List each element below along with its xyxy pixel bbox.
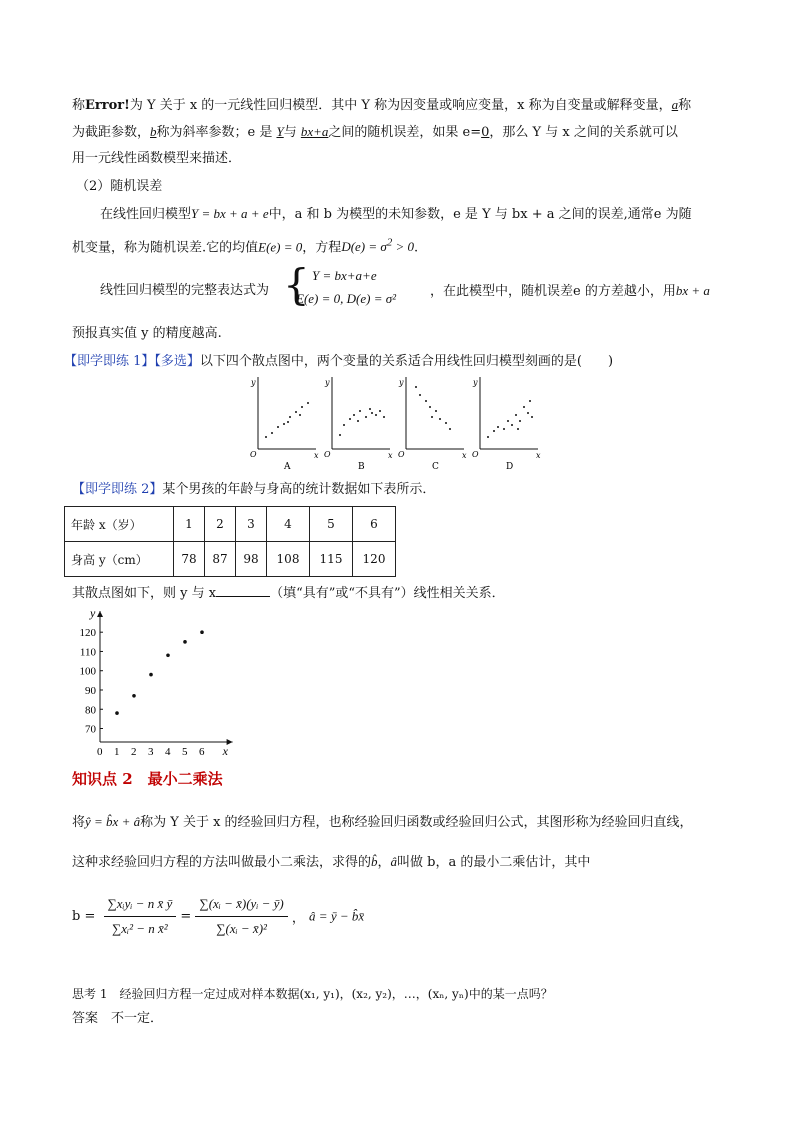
exercise-2-question xyxy=(72,584,505,603)
mini-point xyxy=(511,424,513,426)
text: 为 Y 关于 x 的一元线性回归模型．其中 Y 称为因变量或响应变量，x 称为自变量或解释变量， xyxy=(129,98,672,113)
system-eq-1 xyxy=(312,268,377,284)
mini-point xyxy=(371,412,373,414)
cell: 3 xyxy=(236,507,267,542)
numerator-1: ∑xᵢyᵢ − n x̄ ȳ xyxy=(104,892,177,917)
cell: 4 xyxy=(267,507,310,542)
mini-y-label: y xyxy=(325,378,330,387)
data-point xyxy=(183,640,187,644)
mean-eq: E(e) = 0 xyxy=(258,239,303,255)
mini-point xyxy=(375,414,377,416)
mini-x-label: x xyxy=(536,451,541,460)
error-field: Error! xyxy=(85,98,130,113)
y-tick-label: 120 xyxy=(79,627,96,640)
x-tick-label: 1 xyxy=(114,746,120,757)
text: 称 xyxy=(678,98,692,113)
section-2-title: （2）随机误差 xyxy=(76,179,163,194)
mini-x-label: x xyxy=(314,451,319,460)
think-1 xyxy=(72,985,553,1003)
data-point xyxy=(132,694,136,698)
row-head-height: 身高 y（cm） xyxy=(65,542,174,577)
mini-point xyxy=(359,410,361,412)
text: 这种求经验回归方程的方法叫做最小二乘法，求得的 xyxy=(72,855,372,870)
param-b: b xyxy=(150,124,157,139)
intro-line-1 xyxy=(72,96,691,115)
exercise-tag: 【即学即练 2】 xyxy=(72,482,163,497)
plot-label: B xyxy=(358,462,365,472)
x-tick-label: 6 xyxy=(199,746,205,757)
text: ，在此模型中，随机误差 xyxy=(430,284,574,299)
mini-point xyxy=(383,416,385,418)
plot-label: A xyxy=(284,462,291,472)
text: 机变量，称为随机误差.它的均值 xyxy=(72,240,259,256)
y-tick-label: 80 xyxy=(85,704,96,717)
text: e 为随 xyxy=(653,207,692,222)
mini-point xyxy=(349,418,351,420)
mini-point xyxy=(523,406,525,408)
mini-point xyxy=(357,420,359,422)
exercise-2 xyxy=(72,481,435,499)
mini-y-label: y xyxy=(399,378,404,387)
table-row xyxy=(65,507,396,542)
mini-point xyxy=(379,410,381,412)
text: a 和 b 为模型的未知参数， xyxy=(294,207,454,222)
a-hat-formula: â = ȳ − b̂x̄ xyxy=(309,908,365,924)
height-scatter-chart xyxy=(72,605,252,757)
text: 之间的随机误差，如果 e= xyxy=(328,125,482,140)
mini-point xyxy=(439,418,441,420)
section-title-least-squares: 知识点 2 最小二乘法 xyxy=(72,770,223,788)
y-tick-label: 90 xyxy=(85,684,96,697)
mini-point xyxy=(301,406,303,408)
mini-origin: O xyxy=(472,450,479,459)
denominator-2: ∑(xᵢ − x̄)² xyxy=(216,921,267,936)
think-label: 思考 1 xyxy=(72,987,108,1001)
mini-point xyxy=(307,402,309,404)
fraction-2 xyxy=(195,892,287,941)
b-hat: b̂ xyxy=(371,854,378,869)
y-axis-arrow xyxy=(97,611,103,617)
cell: 98 xyxy=(236,542,267,577)
model-eq: Y = bx + a + e xyxy=(191,206,269,221)
b-label: b = xyxy=(72,909,96,924)
y-tick-label: 110 xyxy=(79,646,96,659)
mini-point xyxy=(529,400,531,402)
cell: 87 xyxy=(205,542,236,577)
answer-1 xyxy=(72,1010,163,1028)
mini-point xyxy=(515,414,517,416)
text: e 的方差越小，用 xyxy=(573,284,676,299)
x-axis-label: x xyxy=(222,744,228,757)
mini-point xyxy=(365,416,367,418)
text: ，方程 xyxy=(302,240,342,256)
text: 其散点图如下，则 y 与 x xyxy=(72,586,217,601)
mini-point xyxy=(415,386,417,388)
a-hat: â xyxy=(390,854,398,869)
mini-point xyxy=(487,436,489,438)
kp2-line-2 xyxy=(72,853,590,872)
mini-point xyxy=(425,400,427,402)
mini-point xyxy=(283,423,285,425)
think-text: 经验回归方程一定过成对样本数据(x₁, y₁)，(x₂, y₂)，…，(xₙ, yₙ)中的某一点吗？ xyxy=(119,987,553,1001)
text: 将 xyxy=(72,815,86,830)
mini-point xyxy=(507,420,509,422)
regression-eq: ŷ = b̂x + â xyxy=(85,814,141,829)
exercise-1 xyxy=(64,353,613,371)
mini-point xyxy=(369,408,371,410)
mini-point xyxy=(353,414,355,416)
cell: 1 xyxy=(174,507,205,542)
y-tick-label: 70 xyxy=(85,723,96,736)
mini-point xyxy=(265,436,267,438)
text: e 是 Y 与 bx + a 之间的误差,通常 xyxy=(453,207,654,222)
denominator-1: ∑xᵢ² − n x̄² xyxy=(112,921,168,936)
mini-point xyxy=(493,430,495,432)
cell: 2 xyxy=(205,507,236,542)
text: Y = bx+a+e xyxy=(312,268,377,283)
question: 以下四个散点图中，两个变量的关系适合用线性回归模型刻画的是( ) xyxy=(199,354,614,369)
table-row xyxy=(65,542,396,577)
text: ，那么 Y 与 x 之间的关系就可以 xyxy=(489,125,678,140)
mini-point xyxy=(527,412,529,414)
x-tick-label: 5 xyxy=(182,746,188,757)
mini-point xyxy=(289,416,291,418)
mini-point xyxy=(295,411,297,413)
numerator-2: ∑(xᵢ − x̄)(yᵢ − ȳ) xyxy=(195,892,287,917)
mini-point xyxy=(519,420,521,422)
cell: 120 xyxy=(353,542,396,577)
s2-line-2 xyxy=(72,234,418,257)
scatter-plots-abcd xyxy=(250,373,550,473)
text: E(e) = 0, D(e) = σ² xyxy=(296,291,397,306)
system-eq-2 xyxy=(296,291,396,307)
cell: 115 xyxy=(310,542,353,577)
text: . xyxy=(414,240,419,256)
multi-select-tag: 【多选】 xyxy=(154,354,200,369)
mini-point xyxy=(431,416,433,418)
mini-origin: O xyxy=(398,450,405,459)
mini-point xyxy=(531,416,533,418)
expr-bxa: bx+a xyxy=(300,124,329,139)
data-point xyxy=(115,711,119,715)
row-head-age: 年龄 x（岁） xyxy=(65,507,174,542)
least-squares-formula: b = $\frac{\text{∑xᵢyᵢ − n x̄ ȳ}}{\text{∑xᵢ² − n x̄²}}$ = $\frac{\text{∑(xᵢ − x̄)(yᵢ − ȳ)}}{\text{∑(xᵢ − x̄)²}}$ ， â = ȳ − b̂x̄ xyxy=(72,892,364,941)
x-tick-label: 3 xyxy=(148,746,154,757)
data-point xyxy=(200,630,204,634)
answer-blank[interactable] xyxy=(216,584,270,597)
mini-point xyxy=(277,426,279,428)
s2-line-3a: 线性回归模型的完整表达式为 xyxy=(100,283,270,298)
equals: = xyxy=(180,909,192,924)
var-Y: Y xyxy=(276,124,284,139)
text: D(e) = σ xyxy=(341,239,387,255)
x-tick-label: 4 xyxy=(165,746,171,757)
mini-point xyxy=(445,422,447,424)
data-point xyxy=(149,673,153,677)
mini-point xyxy=(435,410,437,412)
text: 中， xyxy=(268,207,295,222)
s2-line-1 xyxy=(100,205,692,224)
kp2-line-1 xyxy=(72,813,693,832)
text: > 0 xyxy=(392,239,415,255)
expr: bx + a xyxy=(675,283,710,298)
text: 称为 Y 关于 x 的经验回归方程，也称经验回归函数或经验回归公式，其图形称为经验回归直线， xyxy=(140,815,693,830)
intro-line-3: 用一元线性函数模型来描述． xyxy=(72,151,242,166)
cell: 78 xyxy=(174,542,205,577)
mini-point xyxy=(271,432,273,434)
text: 与 xyxy=(283,125,301,140)
y-tick-label: 100 xyxy=(79,665,96,678)
mini-point xyxy=(287,421,289,423)
s2-line-4: 预报真实值 y 的精度越高. xyxy=(72,326,222,341)
mini-origin: O xyxy=(250,450,257,459)
plot-label: D xyxy=(506,462,514,472)
zero: 0 xyxy=(481,125,490,140)
text: 在线性回归模型 xyxy=(100,207,192,222)
intro-line-2 xyxy=(72,123,678,142)
mini-y-label: y xyxy=(251,378,256,387)
mini-point xyxy=(343,424,345,426)
age-height-table xyxy=(64,506,396,577)
mini-point xyxy=(429,406,431,408)
mini-point xyxy=(339,434,341,436)
mini-origin: O xyxy=(324,450,331,459)
mini-x-label: x xyxy=(462,451,467,460)
variance-eq xyxy=(341,239,414,254)
mini-x-label: x xyxy=(388,451,393,460)
text: ， xyxy=(377,855,391,870)
mini-point xyxy=(419,394,421,396)
mini-y-label: y xyxy=(473,378,478,387)
x-tick-label: 2 xyxy=(131,746,137,757)
fraction-1 xyxy=(104,892,177,941)
mini-point xyxy=(497,426,499,428)
text: 称 xyxy=(72,98,86,113)
exercise-tag: 【即学即练 1】 xyxy=(64,354,155,369)
mini-point xyxy=(503,428,505,430)
text: 为截距参数， xyxy=(72,125,151,140)
param-a: a xyxy=(671,97,679,112)
text: （填“具有”或“不具有”）线性相关关系． xyxy=(270,586,505,601)
text: 称为斜率参数；e 是 xyxy=(156,125,277,140)
exp: 2 xyxy=(386,237,393,249)
cell: 5 xyxy=(310,507,353,542)
answer-label: 答案 xyxy=(72,1011,99,1026)
mini-point xyxy=(449,428,451,430)
s2-line-3b xyxy=(430,282,710,301)
y-axis-label: y xyxy=(90,606,96,620)
plot-label: C xyxy=(432,462,439,472)
x-tick-label: 0 xyxy=(97,746,103,757)
mini-point xyxy=(299,414,301,416)
answer-text: 不一定． xyxy=(111,1011,164,1026)
brace-icon: { xyxy=(283,260,310,309)
question: 某个男孩的年龄与身高的统计数据如下表所示． xyxy=(162,482,436,497)
text: 叫做 b，a 的最小二乘估计，其中 xyxy=(397,855,591,870)
data-point xyxy=(166,654,170,658)
cell: 6 xyxy=(353,507,396,542)
cell: 108 xyxy=(267,542,310,577)
mini-point xyxy=(517,428,519,430)
